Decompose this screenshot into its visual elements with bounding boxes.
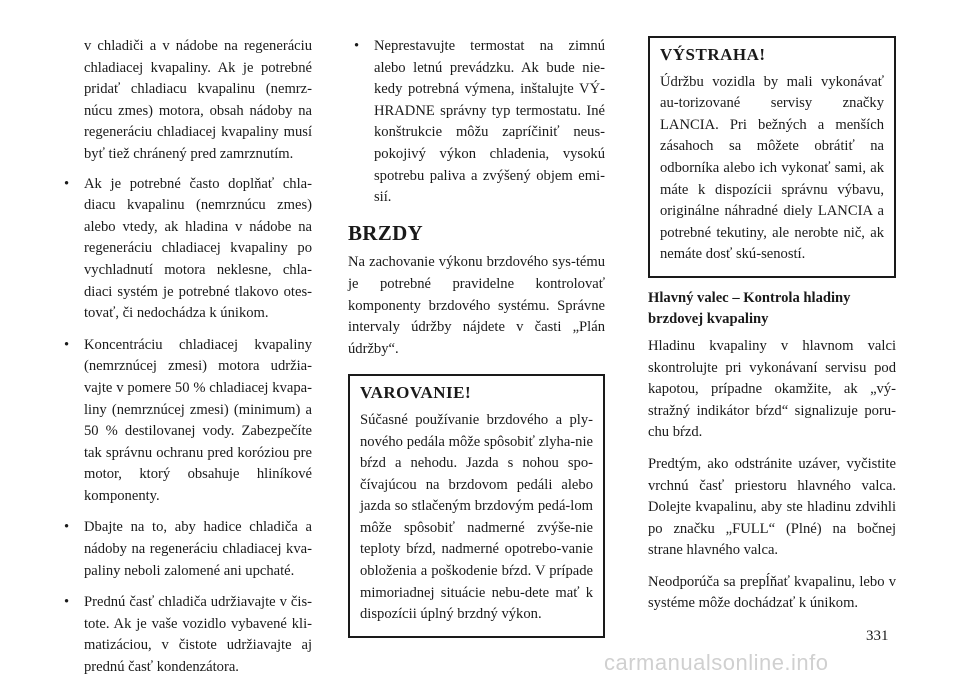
paragraph: Hladinu kvapaliny v hlavnom valci skontrolujte pri vykonávaní servisu pod kapotou, prípadne okamžite, ak „vý-stražný indikátor bŕzd“ signalizuje poru-chu bŕzd. <box>648 337 896 441</box>
column-right <box>648 36 896 625</box>
bullet-list-left <box>58 174 312 679</box>
warning-box <box>648 36 896 278</box>
bullet-icon: • <box>64 175 70 192</box>
bullet-text: Ak je potrebné často doplňať chla-diacu kvapalinu (nemrznúcu zmes) alebo vtedy, ak hladina v nádobe na regeneráciu chladiacej kvapaliny po vychladnutí motora neklesne, chla-diaci systém je potrebné tlakovo otes-tovať, či nedochádza k únikom. <box>84 175 312 322</box>
column-left <box>58 36 312 689</box>
bullet-item <box>348 36 605 209</box>
warning-text: Údržbu vozidla by mali vykonávať au-torizované servisy značky LANCIA. Pri bežných a menších zásahoch sa môžete obrátiť na odborníka alebo ich vykonať sami, ak máte k dispozícii správnu výbavu, originálne náhradné diely LANCIA a potrebné tekutiny, ale nerobte nič, ak nemáte dosť skú-seností. <box>660 73 884 263</box>
caution-title: VAROVANIE! <box>360 383 472 403</box>
bullet-icon: • <box>64 519 70 536</box>
bullet-icon: • <box>64 336 70 353</box>
caution-text: Súčasné používanie brzdového a ply-nového pedála môže spôsobiť zlyha-nie bŕzd a nehodu. Jazda s nohou spo-čívajúcou na brzdovom pedáli alebo jazda so stlačeným brzdovým pedá-lom môže spôsobiť nadmerné zvýše-nie teploty bŕzd, nadmerné opotrebo-vanie obloženia a poškodenie bŕzd. V prípade mimoriadnej situácie nebu-dete mať k dispozícii úplný brzdný výkon. <box>360 411 593 623</box>
bullet-list-middle <box>348 36 605 209</box>
bullet-text: Dbajte na to, aby hadice chladiča a nádoby na regeneráciu chladiacej kva-paliny neboli zalomené ani upchaté. <box>84 519 312 579</box>
watermark: carmanualsonline.info <box>604 650 829 675</box>
bullet-item <box>58 174 312 325</box>
caution-box <box>348 374 605 638</box>
page-number: 331 <box>866 628 889 644</box>
paragraph: Predtým, ako odstránite uzáver, vyčistite vrchnú časť priestoru hlavného valca. Dolejte kvapalinu, aby ste hladinu zdvihli po značku „FULL“ (Plné) na bočnej strane hlavného valca. <box>648 455 896 559</box>
paragraph: Neodporúča sa prepĺňať kvapalinu, lebo v systéme môže dochádzať k únikom. <box>648 573 896 612</box>
bullet-text: Neprestavujte termostat na zimnú alebo letnú prevádzku. Ak bude nie-kedy potrebná výmena, inštalujte VÝ-HRADNE správny typ termostatu. Iné konštrukcie môžu zapríčiniť neus-pokojivý výkon chladenia, vysokú spotrebu paliva a zvýšený objem emi-sií. <box>374 38 605 206</box>
bullet-item <box>58 335 312 508</box>
intro-paragraph: v chladiči a v nádobe na regeneráciu chladiacej kvapaliny. Ak je potrebné pridať chladiacu kvapalinu (nemrz-núcu zmes) motora, obsah nádoby na regeneráciu chladiacej kvapaliny musí byť tiež chránený pred zamrznutím. <box>84 38 312 162</box>
bullet-icon: • <box>64 594 70 611</box>
bullet-text: Koncentráciu chladiacej kvapaliny (nemrznúcej zmesi) motora udržia-vajte v pomere 50 % chladiacej kvapa-liny (nemrznúcej zmesi) (minimum) a 50 % destilovanej vody. Zabezpečíte tak správnu ochranu pred koróziou pre motor, ktorý obsahuje hliníkové komponenty. <box>84 336 312 504</box>
warning-title: VÝSTRAHA! <box>660 45 766 64</box>
section-heading-brakes: BRZDY <box>348 220 424 245</box>
column-middle <box>348 36 605 638</box>
brakes-paragraph: Na zachovanie výkonu brzdového sys-tému je potrebné pravidelne kontrolovať komponenty brzdového systému. Správne intervaly údržby nájdete v časti „Plán údržby“. <box>348 254 605 357</box>
bullet-item <box>58 517 312 582</box>
subheading-master-cylinder: Hlavný valec – Kontrola hladiny brzdovej kvapaliny <box>648 289 851 327</box>
bullet-text: Prednú časť chladiča udržiavajte v čis-tote. Ak je vaše vozidlo vybavené kli-matizáciou, v čistote udržiavajte aj prednú časť kondenzátora. <box>84 594 312 676</box>
bullet-item <box>58 592 312 678</box>
bullet-icon: • <box>354 38 360 54</box>
